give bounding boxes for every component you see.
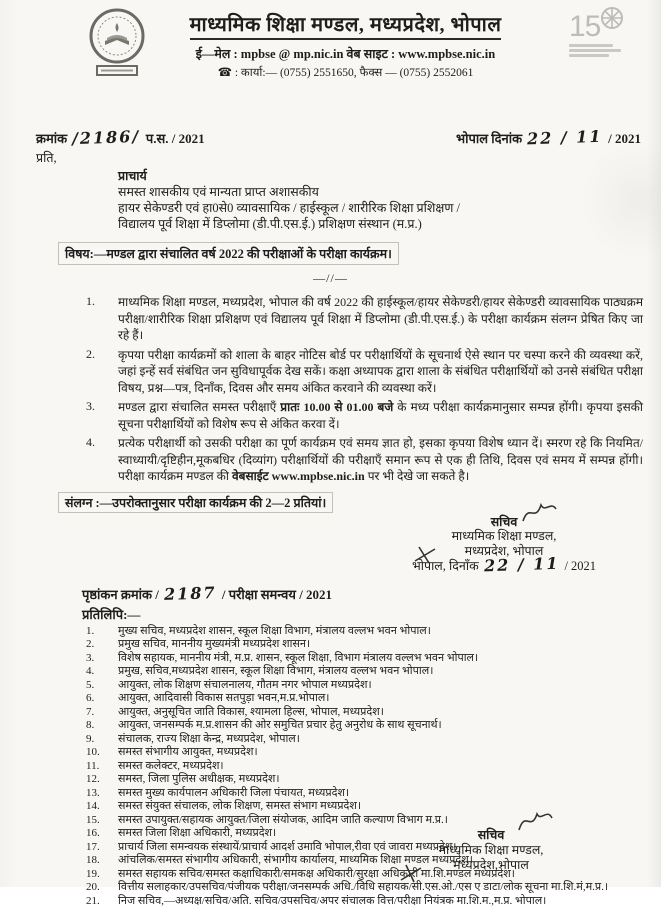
copy-list-item: [86, 881, 651, 895]
copy-list-item: [86, 733, 651, 747]
copy-item-number: 14.: [86, 800, 118, 814]
copy-item-text: वित्तीय सलाहकार/उपसचिव/पंजीयक परीक्षा/जनसम्पर्क अधि./विधि सहायक/सी.एस.ओ./एस ए डाटा/लोक सूचना मा.शि.मं,म.प्र.।: [118, 881, 651, 895]
paragraph-text: [118, 435, 643, 485]
paragraph-text: [118, 399, 643, 432]
signatory-org: माध्यमिक शिक्षा मण्डल,: [381, 843, 601, 858]
signature-endorsement-zone: [0, 513, 661, 605]
anniversary-caption-bars: [569, 49, 621, 52]
copy-list-item: [86, 787, 651, 801]
letter-number-suffix: प.स. / 2021: [146, 131, 205, 146]
signatory-place: मध्यप्रदेश, भोपाल: [389, 544, 619, 559]
copy-item-number: 21.: [86, 895, 118, 908]
letter-date-suffix: / 2021: [608, 131, 641, 146]
spinning-wheel-icon: [600, 6, 624, 30]
numbered-paragraph: [86, 294, 643, 344]
letter-number-handwritten: /2186/: [70, 127, 143, 149]
recipient-line: समस्त शासकीय एवं मान्यता प्राप्त अशासकीय: [118, 184, 661, 200]
signature-scribble: [515, 806, 555, 834]
copy-item-number: 5.: [86, 679, 118, 693]
paragraph-segment: वेबसाईट www.mpbse.nic.in: [232, 469, 365, 483]
subject-line: विषय:—मण्डल द्वारा संचालित वर्ष 2022 की परीक्षाओं के परीक्षा कार्यक्रम।: [58, 242, 399, 265]
numbered-paragraph: [86, 435, 643, 485]
to-label: प्रति,: [36, 149, 661, 166]
email-website-line: ई—मेल : mpbse @ mp.nic.in वेब साइट : www.mpbse.nic.in: [170, 45, 521, 62]
copy-list-item: [86, 625, 651, 639]
copy-item-text: समस्त, जिला पुलिस अधीक्षक, मध्यप्रदेश।: [118, 773, 651, 787]
copy-item-number: 3.: [86, 652, 118, 666]
copy-item-text: आंचलिक/समस्त संभागीय अधिकारी, संभागीय कार्यालय, माध्यमिक शिक्षा मण्डल मध्यप्रदेश।: [118, 854, 651, 868]
copy-list-item: [86, 800, 651, 814]
copy-item-number: 7.: [86, 706, 118, 720]
copy-item-text: मुख्य सचिव, मध्यप्रदेश शासन, स्कूल शिक्षा विभाग, मंत्रालय वल्लभ भवन भोपाल।: [118, 625, 651, 639]
recipient-block: [118, 168, 661, 232]
copy-item-number: 15.: [86, 814, 118, 828]
copy-list-item: [86, 760, 651, 774]
signatory-title: सचिव: [389, 515, 619, 530]
paragraph-segment: प्रत्येक परीक्षार्थी को उसकी परीक्षा का पूर्ण कार्यक्रम एवं समय ज्ञात हो, इसका कृपया विशेष ध्यान दें। स्मरण रहे कि नियमित/स्वाध्यायी/दृष्टिहीन,मूकबधिर (दिव्यांग) परीक्षार्थियों की परीक्षाएँ समान रूप से एक ही तिथि, दिवस एवं समय में सम्पन्न होंगी। परीक्षा कार्यक्रम मण्डल की: [118, 436, 643, 483]
copy-item-number: 20.: [86, 881, 118, 895]
copy-list-item: [86, 746, 651, 760]
body-paragraphs: [86, 294, 643, 485]
paragraph-segment: के मध्य परीक्षा कार्यक्रमानुसार सम्पन्न होंगी। कृपया इसकी सूचना परीक्षार्थियों को विशेष रूप से अंकित करवा दें।: [118, 400, 643, 431]
anniversary-caption-bars: [569, 54, 609, 57]
copy-item-text: समस्त सहायक सचिव/समस्त कक्षाधिकारी/समकक्ष अधिकारी/सुरक्षा अधिकारी मा.शि.मण्डल मध्यप्रदेश।: [118, 868, 651, 882]
paragraph-text: [118, 347, 643, 397]
signatory-place: मध्यप्रदेश,भोपाल: [381, 858, 601, 873]
copy-item-number: 13.: [86, 787, 118, 801]
copy-item-text: आयुक्त, लोक शिक्षण संचालनालय, गौतम नगर भोपाल मध्यप्रदेश।: [118, 679, 651, 693]
copies-label: प्रतिलिपि:—: [82, 605, 661, 623]
copy-list-item: [86, 665, 651, 679]
copy-list-item: [86, 719, 651, 733]
letter-date: [456, 128, 641, 147]
paragraph-segment: कृपया परीक्षा कार्यक्रमों को शाला के बाहर नोटिस बोर्ड पर परीक्षार्थियों के सूचनार्थ ऐसे स्थान पर चस्पा करने की व्यवस्था करें, जहां इन्हें सर्व संबंधित जन सुविधापूर्वक देख सकें। कक्षा अध्यापक द्वारा शाला के संबंधित परीक्षार्थियों को उनसे संबंधित परीक्षा विषय, प्रश्न—पत्र, दिनाँक, दिवस और समय अंकित करवाने की व्यवस्था करें।: [118, 348, 643, 395]
letter-date-label: भोपाल दिनांक: [456, 131, 522, 146]
copy-item-number: 12.: [86, 773, 118, 787]
copy-item-text: समस्त कलेक्टर, मध्यप्रदेश।: [118, 760, 651, 774]
copy-list-item: [86, 692, 651, 706]
copy-item-number: 16.: [86, 827, 118, 841]
copy-item-text: समस्त जिला शिक्षा अधिकारी, मध्यप्रदेश।: [118, 827, 651, 841]
letter-number-label: क्रमांक: [36, 131, 67, 146]
copy-item-number: 10.: [86, 746, 118, 760]
copy-item-number: 1.: [86, 625, 118, 639]
copy-item-text: समस्त मुख्य कार्यपालन अधिकारी जिला पंचायत, मध्यप्रदेश।: [118, 787, 651, 801]
paragraph-text: [118, 294, 643, 344]
numbered-paragraph: [86, 399, 643, 432]
paragraph-segment: पर भी देखे जा सकते है।: [365, 469, 470, 483]
reference-row: [0, 128, 661, 147]
phone-fax-text: : कार्या:— (0755) 2551650, फैक्स — (0755) 2552061: [235, 67, 474, 79]
copy-item-number: 8.: [86, 719, 118, 733]
copy-list-item: [86, 652, 651, 666]
copy-list-item: [86, 638, 651, 652]
signatory-title: सचिव: [381, 828, 601, 843]
signature-date-handwritten: 22 / 11: [482, 557, 562, 574]
phone-fax-line: [170, 65, 521, 80]
enclosure-line: संलग्न :—उपरोक्तानुसार परीक्षा कार्यक्रम की 2—2 प्रतियां।: [58, 492, 333, 513]
endorsement-number-line: [82, 584, 332, 603]
endorsement-number-handwritten: 2187: [162, 583, 219, 604]
paragraph-segment: माध्यमिक शिक्षा मण्डल, मध्यप्रदेश, भोपाल की वर्ष 2022 की हाईस्कूल/हायर सेकेण्डरी/हायर सेकेण्डरी व्यावसायिक पाठ्यक्रम परीक्षा/शारीरिक शिक्षा प्रशिक्षण एवं विद्यालय पूर्व शिक्षा में डिप्लोमा (डी.पी.एस.ई.) के परीक्षा कार्यक्रम संलग्न प्रेषित किए जा रहे हैं।: [118, 295, 643, 342]
numbered-paragraph: [86, 347, 643, 397]
endorsement-suffix: / परीक्षा समन्वय / 2021: [222, 587, 332, 602]
signature-date-suffix: / 2021: [564, 559, 596, 573]
paragraph-number: 3.: [86, 399, 118, 432]
copy-list-item: [86, 679, 651, 693]
signature-date-label: भोपाल, दिनाँक: [412, 559, 479, 573]
letterhead: [0, 0, 661, 128]
copy-list-item: [86, 814, 651, 828]
copy-item-text: प्राचार्य जिला समन्वयक संस्थायें/प्राचार्य आदर्श उमावि भोपाल,रीवा एवं जावरा मध्यप्रदेश।: [118, 841, 651, 855]
recipient-title: प्राचार्य: [118, 168, 661, 184]
section-divider: —//—: [0, 271, 661, 286]
anniversary-caption-bars: [569, 44, 613, 47]
copy-item-text: समस्त संयुक्त संचालक, लोक शिक्षण, समस्त संभाग मध्यप्रदेश।: [118, 800, 651, 814]
copy-item-text: आयुक्त, जनसम्पर्क म.प्र.शासन की ओर समुचित प्रचार हेतु अनुरोध के साथ सूचनार्थ।: [118, 719, 651, 733]
letter-date-handwritten: 22 / 11: [525, 127, 605, 149]
signature-block-bottom: [381, 828, 601, 873]
pen-mark: [413, 543, 439, 565]
copy-item-text: प्रमुख, सचिव,मध्यप्रदेश शासन, स्कूल शिक्षा विभाग, मंत्रालय वल्लभ भवन भोपाल।: [118, 665, 651, 679]
copy-item-text: आयुक्त, अनुसूचित जाति विकास, श्यामला हिल्स, भोपाल, मध्यप्रदेश।: [118, 706, 651, 720]
copy-list-item: [86, 895, 651, 908]
copy-item-text: समस्त उपायुक्त/सहायक आयुक्त/जिला संयोजक, आदिम जाति कल्याण विभाग म.प्र.।: [118, 814, 651, 828]
paragraph-number: 1.: [86, 294, 118, 344]
copy-item-number: 19.: [86, 868, 118, 882]
endorsement-label: पृष्ठांकन क्रमांक /: [82, 587, 159, 602]
signature-scribble: [519, 499, 559, 525]
pen-mark: [399, 860, 425, 884]
copy-list-item: [86, 773, 651, 787]
org-title: माध्यमिक शिक्षा मण्डल, मध्यप्रदेश, भोपाल: [190, 10, 502, 40]
anniversary-number: 15: [569, 10, 600, 43]
signature-block-top: [389, 515, 619, 574]
paragraph-segment: मण्डल द्वारा संचालित समस्त परीक्षाएँ: [118, 400, 280, 414]
recipient-line: विद्यालय पूर्व शिक्षा में डिप्लोमा (डी.पी.एस.ई.) प्रशिक्षण संस्थान (म.प्र.): [118, 216, 661, 232]
copy-item-number: 18.: [86, 854, 118, 868]
copy-item-number: 2.: [86, 638, 118, 652]
letter-number: [36, 128, 205, 147]
copy-item-number: 4.: [86, 665, 118, 679]
copy-item-number: 11.: [86, 760, 118, 774]
paragraph-number: 2.: [86, 347, 118, 397]
paragraph-number: 4.: [86, 435, 118, 485]
copy-item-number: 6.: [86, 692, 118, 706]
copy-item-text: निज सचिव,—अध्यक्ष/सचिव/अति. सचिव/उपसचिव/अपर संचालक वित्त/परीक्षा नियंत्रक मा.शि.म.,म.प्र. भोपाल।: [118, 895, 651, 908]
copy-item-number: 17.: [86, 841, 118, 855]
mpbse-seal-logo: [78, 8, 156, 87]
signatory-org: माध्यमिक शिक्षा मण्डल,: [389, 529, 619, 544]
copy-list-item: [86, 706, 651, 720]
copy-item-text: समस्त संभागीय आयुक्त, मध्यप्रदेश।: [118, 746, 651, 760]
anniversary-150-logo: [569, 6, 647, 59]
paragraph-segment: प्रातः 10.00 से 01.00 बजे: [280, 400, 393, 414]
recipient-line: हायर सेकेण्डरी एवं हा0से0 व्यावसायिक / हाईस्कूल / शारीरिक शिक्षा प्रशिक्षण /: [118, 200, 661, 216]
copy-item-text: प्रमुख सचिव, माननीय मुख्यमंत्री मध्यप्रदेश शासन।: [118, 638, 651, 652]
copy-item-text: आयुक्त, आदिवासी विकास सतपुड़ा भवन,म.प्र.भोपाल।: [118, 692, 651, 706]
copy-item-text: विशेष सहायक, माननीय मंत्री, म.प्र. शासन, स्कूल शिक्षा, विभाग मंत्रालय वल्लभ भवन भोपाल।: [118, 652, 651, 666]
copy-item-text: संचालक, राज्य शिक्षा केन्द्र, मध्यप्रदेश, भोपाल।: [118, 733, 651, 747]
copy-item-number: 9.: [86, 733, 118, 747]
telephone-icon: ☎: [218, 67, 232, 79]
